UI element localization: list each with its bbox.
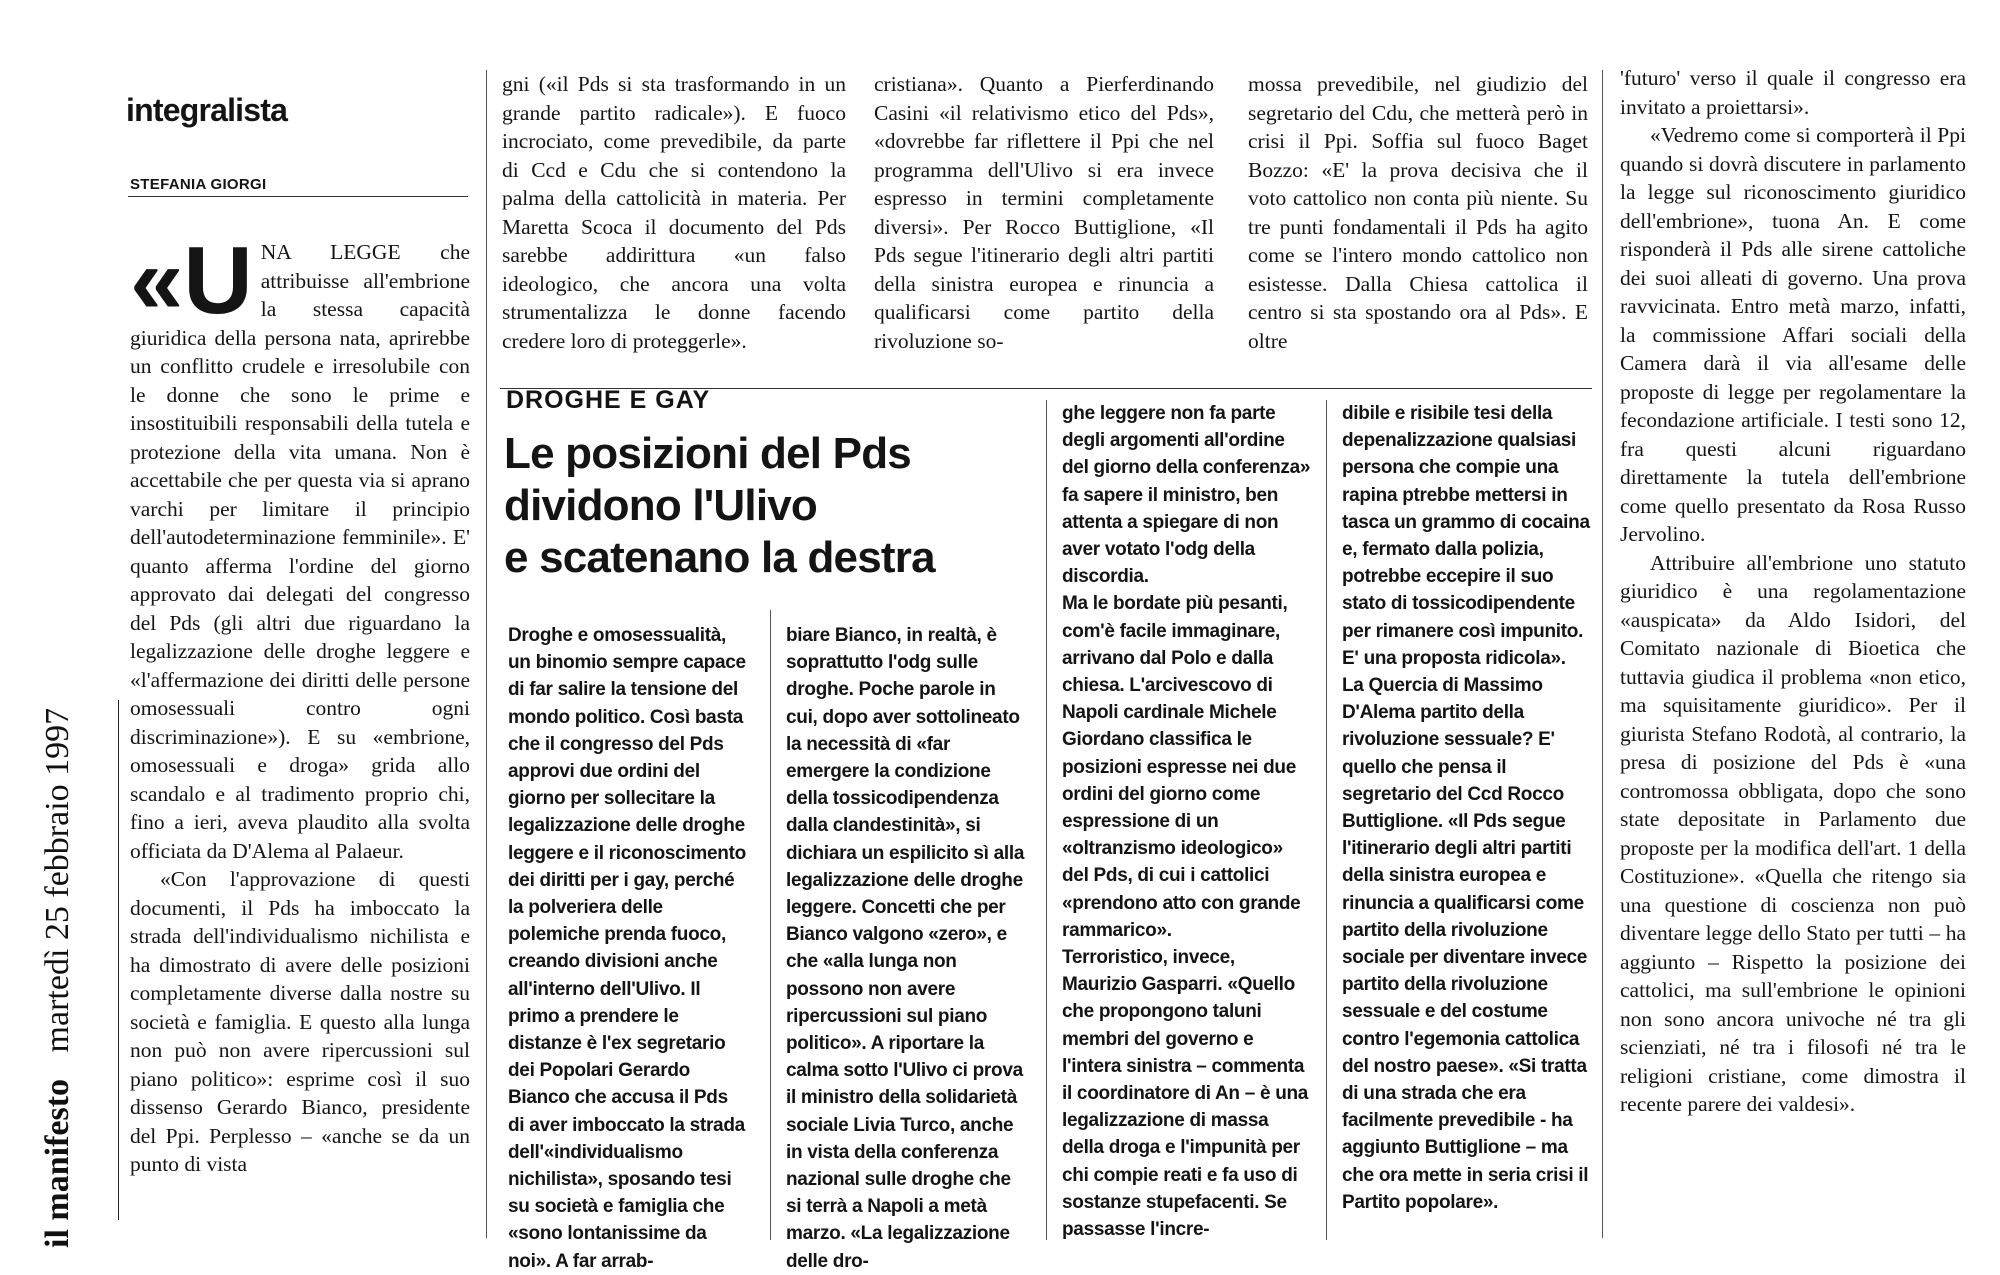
column-rule bbox=[486, 70, 487, 1238]
article-kicker: integralista bbox=[126, 92, 288, 128]
box-column-c-paragraph-1: ghe leggere non fa parte degli argomenti all'ordine del giorno della conferenza» fa sapere il ministro, ben attenta a spiegare di non aver votato l'odg della discordia. bbox=[1062, 403, 1311, 588]
box-column-b-text: biare Bianco, in realtà, è soprattutto l'odg sulle droghe. Poche parole in cui, dopo aver sottolineato la necessità di «far emergere la condizione della tossicodipendenza dalla clandestinità», si dichiara un espilicito sì alla legalizzazione delle droghe leggere. Concetti che per Bianco valgono «zero», e che «alla lunga non possono non avere ripercussioni sul piano politico». A riportare la calma sotto l'Ulivo ci prova il ministro della solidarietà sociale Livia Turco, anche in vista della conferenza nazional sulle droghe che si terrà a Napoli a metà marzo. «La legalizzazione delle dro- bbox=[786, 625, 1025, 1272]
masthead bbox=[38, 568, 78, 1248]
headline-line: dividono l'Ulivo bbox=[504, 481, 817, 530]
box-column-c-paragraph-3: Terroristico, invece, Maurizio Gasparri. «Quello che propongono taluni membri del governo e l'intera sinistra – commenta il coordinatore di An – è una legalizzazione di massa della droga e l'impunità per chi compie reati e fa uso di sostanze stupefacenti. Se passasse l'incre- bbox=[1062, 947, 1309, 1241]
dropcap: «U bbox=[130, 227, 253, 334]
box-column-rule bbox=[770, 610, 771, 1240]
column-5-paragraph-2: «Vedremo come si comporterà il Ppi quando si dovrà discutere in parlamento la legge sul riconoscimento giuridico dell'embrione», tuona An. E come risponderà il Pds alle sirene cattoliche dei suoi alleati di governo. Una prova ravvicinata. Entro metà marzo, infatti, la commissione Affari sociali della Camera darà il via all'esame delle proposte di legge per regolamentare la fecondazione artificiale. I testi sono 12, fra questi alcuni riguardano direttamente la tutela dell'embrione come quello presentato da Rosa Russo Jervolino. bbox=[1620, 123, 1966, 546]
box-column-rule bbox=[1326, 400, 1327, 1240]
left-article-column-5 bbox=[1620, 64, 1966, 1244]
box-column-b bbox=[786, 622, 1026, 1272]
box-column-d bbox=[1342, 400, 1592, 1245]
left-article-column-1 bbox=[130, 227, 470, 1248]
box-kicker: DROGHE E GAY bbox=[506, 386, 711, 414]
box-column-c bbox=[1062, 400, 1314, 1245]
box-column-d-paragraph-1: dibile e risibile tesi della depenalizzazione qualsiasi persona che compie una rapina ptrebbe mettersi in tasca un grammo di cocaina e, fermato dalla polizia, potrebbe eccepire il suo stato di tossicodipendente per rimanere così impunito. E' una proposta ridicola». bbox=[1342, 403, 1590, 669]
box-column-a bbox=[508, 622, 748, 1272]
column-4-text: mossa prevedibile, nel giudizio del segretario del Cdu, che metterà però in crisi il Ppi. Soffia sul fuoco Baget Bozzo: «E' la prova decisiva che il voto cattolico non conta più niente. Su tre punti fondamentali il Pds ha agito come se l'intero mondo cattolico non esistesse. Dalla Chiesa cattolica il centro si sta spostando ora al Pds». E oltre bbox=[1248, 72, 1588, 353]
column-1-paragraph-2: «Con l'approvazione di questi documenti, il Pds ha imboccato la strada dell'individualismo nichilista e ha dimostrato di avere delle posizioni completamente diverse dalla nostre su società e famiglia. E questo alla lunga non può non avere ripercussioni sul piano politico»: esprime così il suo dissenso Gerardo Bianco, presidente del Ppi. Perplesso – «anche se da un punto di vista bbox=[130, 867, 470, 1176]
box-headline bbox=[504, 428, 1064, 584]
lead-smallcaps: NA LEGGE bbox=[260, 240, 401, 264]
headline-line: Le posizioni del Pds bbox=[504, 429, 911, 478]
article-byline: STEFANIA GIORGI bbox=[130, 176, 267, 193]
left-article-column-3 bbox=[874, 70, 1214, 386]
column-3-text: cristiana». Quanto a Pierferdinando Casini «il relativismo etico del Pds», «dovrebbe far riflettere il Ppi che nel programma dell'Ulivo si era invece espresso in termini completamente diversi». Per Rocco Buttiglione, «Il Pds segue l'itinerario degli altri partiti della sinistra europea e rinuncia a qualificarsi come partito della rivoluzione so- bbox=[874, 72, 1214, 353]
column-2-text: gni («il Pds si sta trasformando in un grande partito radicale»). E fuoco incrociato, come prevedibile, da parte di Ccd e Cdu che si contendono la palma della cattolicità in materia. Per Maretta Scoca il documento del Pds sarebbe addirittura «un falso ideologico, che ancora una volta strumentalizza le donne facendo credere loro di proteggerle». bbox=[502, 72, 846, 353]
masthead-rule bbox=[118, 700, 119, 1220]
column-5-paragraph-1: 'futuro' verso il quale il congresso era invitato a proiettarsi». bbox=[1620, 66, 1966, 119]
box-column-rule bbox=[1046, 400, 1047, 1240]
box-column-c-paragraph-2: Ma le bordate più pesanti, com'è facile immaginare, arrivano dal Polo e dalla chiesa. L'arcivescovo di Napoli cardinale Michele Giordano classifica le posizioni espresse nei due ordini del giorno come espressione di un «oltranzismo ideologico» del Pds, di cui i cattolici «prendono atto con grande rammarico». bbox=[1062, 593, 1301, 941]
column-1-paragraph-1: che attribuisse all'embrione la stessa capacità giuridica della persona nata, aprirebbe un conflitto crudele e irresolubile con le donne che sono le prime e insostituibili responsabili della tutela e protezione della vita umana. Non è accettabile che per questa via si aprano varchi per limitare il principio dell'autodeterminazione femminile». E' quanto afferma l'ordine del giorno approvato dai delegati del congresso del Pds (gli altri due riguardano la legalizzazione delle droghe leggere e «l'affermazione dei diritti delle persone omosessuali contro ogni discriminazione»). E su «embrione, omosessuali e droga» grida allo scandalo e al tradimento proprio chi, fino a ieri, aveva plaudito alla svolta officiata da D'Alema al Palaeur. bbox=[130, 240, 470, 863]
publication-name: il manifesto bbox=[39, 1078, 76, 1248]
column-5-paragraph-3: Attribuire all'embrione uno statuto giuridico è una regolamentazione «auspicata» da Aldo Isidori, del Comitato nazionale di Bioetica che tuttavia giudica il problema «non etico, ma squisitamente giuridico». Per il giurista Stefano Rodotà, al contrario, la presa di posizione del Pds è «una contromossa obbligata, dopo che sono state depositate in Parlamento due proposte per la modifica dell'art. 1 della Costituzione». «Quella che ritengo sia una questione di coscienza non può diventare legge dello Stato per tutti – ha aggiunto – Rispetto la posizione dei cattolici, ma sull'embrione le opinioni non sono ancora univoche né tra gli scienziati, né tra i filosofi né tra le religioni cristiane, come dimostra il recente parere dei valdesi». bbox=[1620, 550, 1966, 1116]
publication-date: martedì 25 febbraio 1997 bbox=[39, 707, 76, 1053]
left-article-column-4 bbox=[1248, 70, 1588, 386]
column-rule bbox=[1602, 70, 1603, 1238]
box-column-a-text: Droghe e omosessualità, un binomio sempre capace di far salire la tensione del mondo politico. Così basta che il congresso del Pds approvi due ordini del giorno per sollecitare la legalizzazione delle droghe leggere e il riconoscimento dei diritti per i gay, perché la polveriera delle polemiche prenda fuoco, creando divisioni anche all'interno dell'Ulivo. Il primo a prendere le distanze è l'ex segretario dei Popolari Gerardo Bianco che accusa il Pds di aver imboccato la strada dell'«individualismo nichilista», sposando tesi su società e famiglia che «sono lontanissime da noi». A far arrab- bbox=[508, 625, 746, 1272]
box-column-d-paragraph-2: La Quercia di Massimo D'Alema partito della rivoluzione sessuale? E' quello che pensa il segretario del Ccd Rocco Buttiglione. «Il Pds segue l'itinerario degli altri partiti della sinistra europea e rinuncia a qualificarsi come partito della rivoluzione sociale per diventare invece partito della rivoluzione sessuale e del costume contro l'egemonia cattolica del nostro paese». «Si tratta di una strada che era facilmente prevedibile - ha aggiunto Buttiglione – ma che ora mette in seria crisi il Partito popolare». bbox=[1342, 675, 1589, 1213]
byline-rule bbox=[128, 196, 468, 197]
left-article-column-2 bbox=[502, 70, 846, 386]
headline-line: e scatenano la destra bbox=[504, 533, 935, 582]
